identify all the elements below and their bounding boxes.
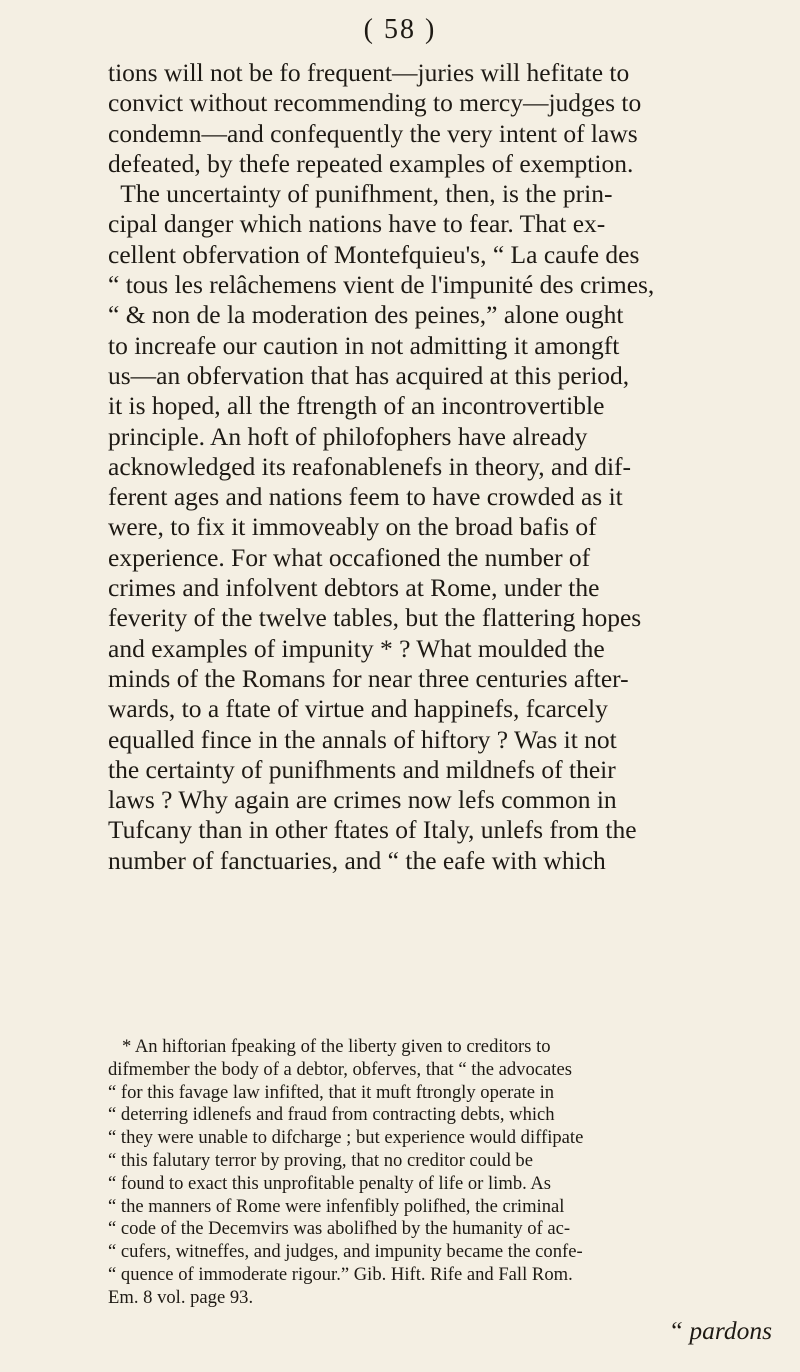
text-line: ferent ages and nations feem to have crowded as it xyxy=(108,482,623,512)
text-line: were, to fix it immoveably on the broad bafis of xyxy=(108,512,597,542)
text-line: acknowledged its reafonablenefs in theory, and dif- xyxy=(108,451,632,481)
text-line: minds of the Romans for near three centuries after- xyxy=(108,663,629,693)
text-line: feverity of the twelve tables, but the flattering hopes xyxy=(108,603,642,633)
footnote-line: Em. 8 vol. page 93. xyxy=(108,1286,254,1308)
text-line: laws ? Why again are crimes now lefs common in xyxy=(108,785,617,815)
text-line: The uncertainty of punifhment, then, is the prin- xyxy=(108,179,613,209)
footnote-line: “ they were unable to difcharge ; but experience would diffipate xyxy=(108,1127,584,1149)
text-line: convict without recommending to mercy—judges to xyxy=(108,88,642,118)
text-line: to increafe our caution in not admitting it amongft xyxy=(108,330,620,360)
footnote-line: “ found to exact this unprofitable penalty of life or limb. As xyxy=(108,1172,552,1194)
text-line: experience. For what occafioned the number of xyxy=(108,542,591,572)
footnote-line: “ code of the Decemvirs was abolifhed by the humanity of ac- xyxy=(108,1218,571,1240)
text-line: condemn—and confequently the very intent of laws xyxy=(108,118,638,148)
text-line: defeated, by thefe repeated examples of exemption. xyxy=(108,148,634,178)
text-line: equalled fince in the annals of hiftory ? Was it not xyxy=(108,724,617,754)
text-line: the certainty of punifhments and mildnefs of their xyxy=(108,754,616,784)
text-line: it is hoped, all the ftrength of an incontrovertible xyxy=(108,391,605,421)
text-line: and examples of impunity * ? What moulded the xyxy=(108,633,605,663)
text-line: principle. An hoft of philofophers have already xyxy=(108,421,588,451)
text-line: cellent obfervation of Montefquieu's, “ La caufe des xyxy=(108,239,640,269)
catchword: “ pardons xyxy=(668,1316,772,1345)
text-line: crimes and infolvent debtors at Rome, under the xyxy=(108,573,600,603)
body-text xyxy=(108,58,768,876)
text-line: number of fanctuaries, and “ the eafe with which xyxy=(108,845,606,875)
text-line: cipal danger which nations have to fear. That ex- xyxy=(108,209,606,239)
footnote-line: “ the manners of Rome were infenfibly polifhed, the criminal xyxy=(108,1195,565,1217)
text-line: “ & non de la moderation des peines,” alone ought xyxy=(108,300,624,330)
footnote xyxy=(108,1036,772,1310)
footnote-line: “ deterring idlenefs and fraud from contracting debts, which xyxy=(108,1104,555,1126)
footnote-line: “ quence of immoderate rigour.” Gib. Hift. Rife and Fall Rom. xyxy=(108,1263,573,1285)
text-line: wards, to a ftate of virtue and happinefs, fcarcely xyxy=(108,694,608,724)
footnote-line: “ cufers, witneffes, and judges, and impunity became the confe- xyxy=(108,1241,583,1263)
text-line: us—an obfervation that has acquired at this period, xyxy=(108,360,630,390)
footnote-line: * An hiftorian fpeaking of the liberty given to creditors to xyxy=(108,1036,551,1057)
footnote-line: difmember the body of a debtor, obferves, that “ the advocates xyxy=(108,1058,572,1080)
footnote-line: “ for this favage law infifted, that it muft ftrongly operate in xyxy=(108,1081,555,1103)
page-number: ( 58 ) xyxy=(363,14,437,45)
text-line: Tufcany than in other ftates of Italy, unlefs from the xyxy=(108,815,637,845)
text-line: tions will not be fo frequent—juries will hefitate to xyxy=(108,58,630,87)
text-line: “ tous les relâchemens vient de l'impunité des crimes, xyxy=(108,270,655,300)
footnote-line: “ this falutary terror by proving, that no creditor could be xyxy=(108,1149,533,1171)
